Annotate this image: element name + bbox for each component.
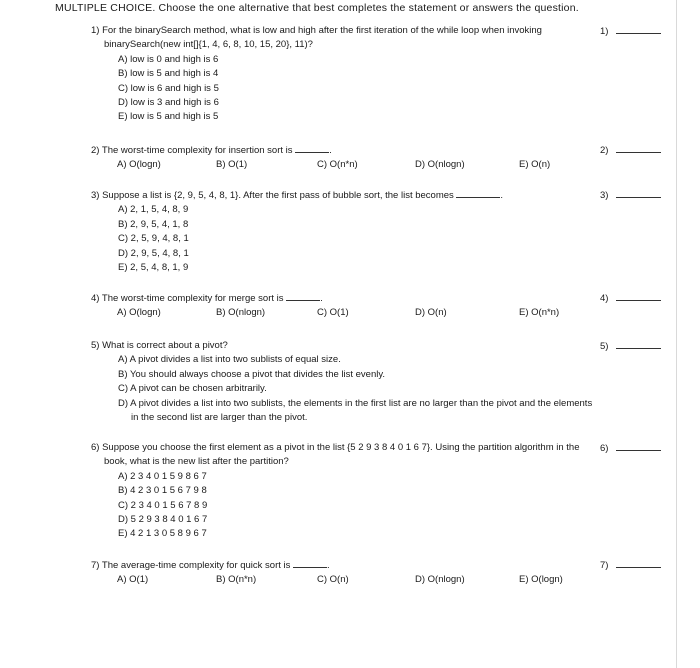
option-a[interactable]: A) O(logn): [117, 307, 161, 319]
option-a[interactable]: A) low is 0 and high is 6: [118, 53, 219, 65]
question-3: 3) Suppose a list is {2, 9, 5, 4, 8, 1}. After the first pass of bubble sort, the list becomes . A) 2, 1, 5, 4, 8, 9 B) 2, 9, 5, 4, 1, 8 C) 2, 5, 9, 4, 8, 1 D) 2, 9, 5, 4, 8, 1 E) 2, 5, 4, 8, 1, 9: [91, 188, 601, 275]
question-stem: 1) For the binarySearch method, what is low and high after the first iteration of the while loop when invoking binarySearch(new int[]{1, 4, 6, 8, 10, 15, 20}, 11)?: [91, 25, 542, 51]
instructions-header: MULTIPLE CHOICE. Choose the one alternative that best completes the statement or answers the question.: [55, 2, 579, 14]
option-a[interactable]: A) 2, 1, 5, 4, 8, 9: [118, 204, 189, 216]
answer-blank[interactable]: [616, 188, 661, 198]
question-stem: 7) The average-time complexity for quick sort is: [91, 560, 291, 571]
answer-slot-5: [600, 339, 661, 352]
fill-blank: [295, 143, 329, 153]
option-d[interactable]: D) low is 3 and high is 6: [118, 97, 219, 109]
question-stem: 2) The worst-time complexity for insertion sort is: [91, 145, 293, 156]
option-c[interactable]: C) O(1): [317, 307, 349, 319]
question-4: 4) The worst-time complexity for merge sort is . A) O(logn) B) O(nlogn) C) O(1) D) O(n) E) O(n*n): [91, 291, 601, 321]
answer-blank[interactable]: [616, 291, 661, 301]
option-e[interactable]: E) O(n*n): [519, 307, 560, 319]
option-b[interactable]: B) O(1): [216, 159, 248, 171]
answer-slot-4: [600, 291, 661, 304]
answer-number: 2): [600, 145, 609, 156]
answer-slot-7: [600, 558, 661, 571]
option-e[interactable]: E) O(logn): [519, 574, 563, 586]
option-d[interactable]: D) O(nlogn): [415, 574, 465, 586]
answer-slot-1: [600, 24, 661, 37]
option-c[interactable]: C) low is 6 and high is 5: [118, 82, 219, 94]
fill-blank: [456, 188, 500, 198]
question-stem: 3) Suppose a list is {2, 9, 5, 4, 8, 1}. After the first pass of bubble sort, the list becomes: [91, 190, 454, 201]
option-a[interactable]: A) A pivot divides a list into two sublists of equal size.: [118, 354, 341, 366]
answer-number: 3): [600, 190, 609, 201]
answer-blank[interactable]: [616, 24, 661, 34]
option-c[interactable]: C) O(n*n): [317, 159, 358, 171]
option-b[interactable]: B) You should always choose a pivot that divides the list evenly.: [118, 368, 386, 380]
option-c[interactable]: C) O(n): [317, 574, 349, 586]
option-b[interactable]: B) 2, 9, 5, 4, 1, 8: [118, 218, 189, 230]
option-d[interactable]: D) O(nlogn): [415, 159, 465, 171]
question-2: 2) The worst-time complexity for insertion sort is . A) O(logn) B) O(1) C) O(n*n) D) O(nlogn) E) O(n): [91, 143, 601, 173]
question-stem: 5) What is correct about a pivot?: [91, 340, 228, 351]
answer-slot-2: [600, 143, 661, 156]
question-stem: 4) The worst-time complexity for merge sort is: [91, 293, 284, 304]
answer-slot-6: [600, 441, 661, 454]
fill-blank: [293, 558, 327, 568]
fill-blank: [286, 291, 320, 301]
answer-blank[interactable]: [616, 339, 661, 349]
option-b[interactable]: B) O(n*n): [216, 574, 257, 586]
answer-blank[interactable]: [616, 558, 661, 568]
option-b[interactable]: B) 4 2 3 0 1 5 6 7 9 8: [118, 485, 207, 497]
option-a[interactable]: A) O(1): [117, 574, 149, 586]
option-c[interactable]: C) A pivot can be chosen arbitrarily.: [118, 383, 267, 395]
answer-number: 6): [600, 443, 609, 454]
option-c[interactable]: C) 2, 5, 9, 4, 8, 1: [118, 233, 189, 245]
answer-number: 5): [600, 341, 609, 352]
option-d[interactable]: D) A pivot divides a list into two sublists, the elements in the first list are no larger than the pivot and the elements in the second list are larger than the pivot.: [118, 397, 593, 424]
option-e[interactable]: E) 2, 5, 4, 8, 1, 9: [118, 262, 189, 274]
question-5: [91, 339, 601, 425]
option-d[interactable]: D) O(n): [415, 307, 447, 319]
question-7: 7) The average-time complexity for quick sort is . A) O(1) B) O(n*n) C) O(n) D) O(nlogn) E) O(logn): [91, 558, 601, 588]
answer-blank[interactable]: [616, 143, 661, 153]
option-d[interactable]: D) 2, 9, 5, 4, 8, 1: [118, 247, 189, 259]
option-b[interactable]: B) low is 5 and high is 4: [118, 68, 219, 80]
option-c[interactable]: C) 2 3 4 0 1 5 6 7 8 9: [118, 499, 208, 511]
option-e[interactable]: E) 4 2 1 3 0 5 8 9 6 7: [118, 528, 207, 540]
answer-number: 7): [600, 560, 609, 571]
option-a[interactable]: A) 2 3 4 0 1 5 9 8 6 7: [118, 470, 207, 482]
option-e[interactable]: E) O(n): [519, 159, 551, 171]
option-e[interactable]: E) low is 5 and high is 5: [118, 111, 219, 123]
answer-number: 1): [600, 26, 609, 37]
option-d[interactable]: D) 5 2 9 3 8 4 0 1 6 7: [118, 514, 208, 526]
option-b[interactable]: B) O(nlogn): [216, 307, 266, 319]
question-stem: 6) Suppose you choose the first element as a pivot in the list {5 2 9 3 8 4 0 1 6 7}. Using the partition algorithm in the book, what is the new list after the partition?: [91, 442, 580, 468]
option-a[interactable]: A) O(logn): [117, 159, 161, 171]
question-6: [91, 441, 601, 542]
answer-number: 4): [600, 293, 609, 304]
answer-slot-3: [600, 188, 661, 201]
question-1: [91, 24, 601, 125]
answer-blank[interactable]: [616, 441, 661, 451]
